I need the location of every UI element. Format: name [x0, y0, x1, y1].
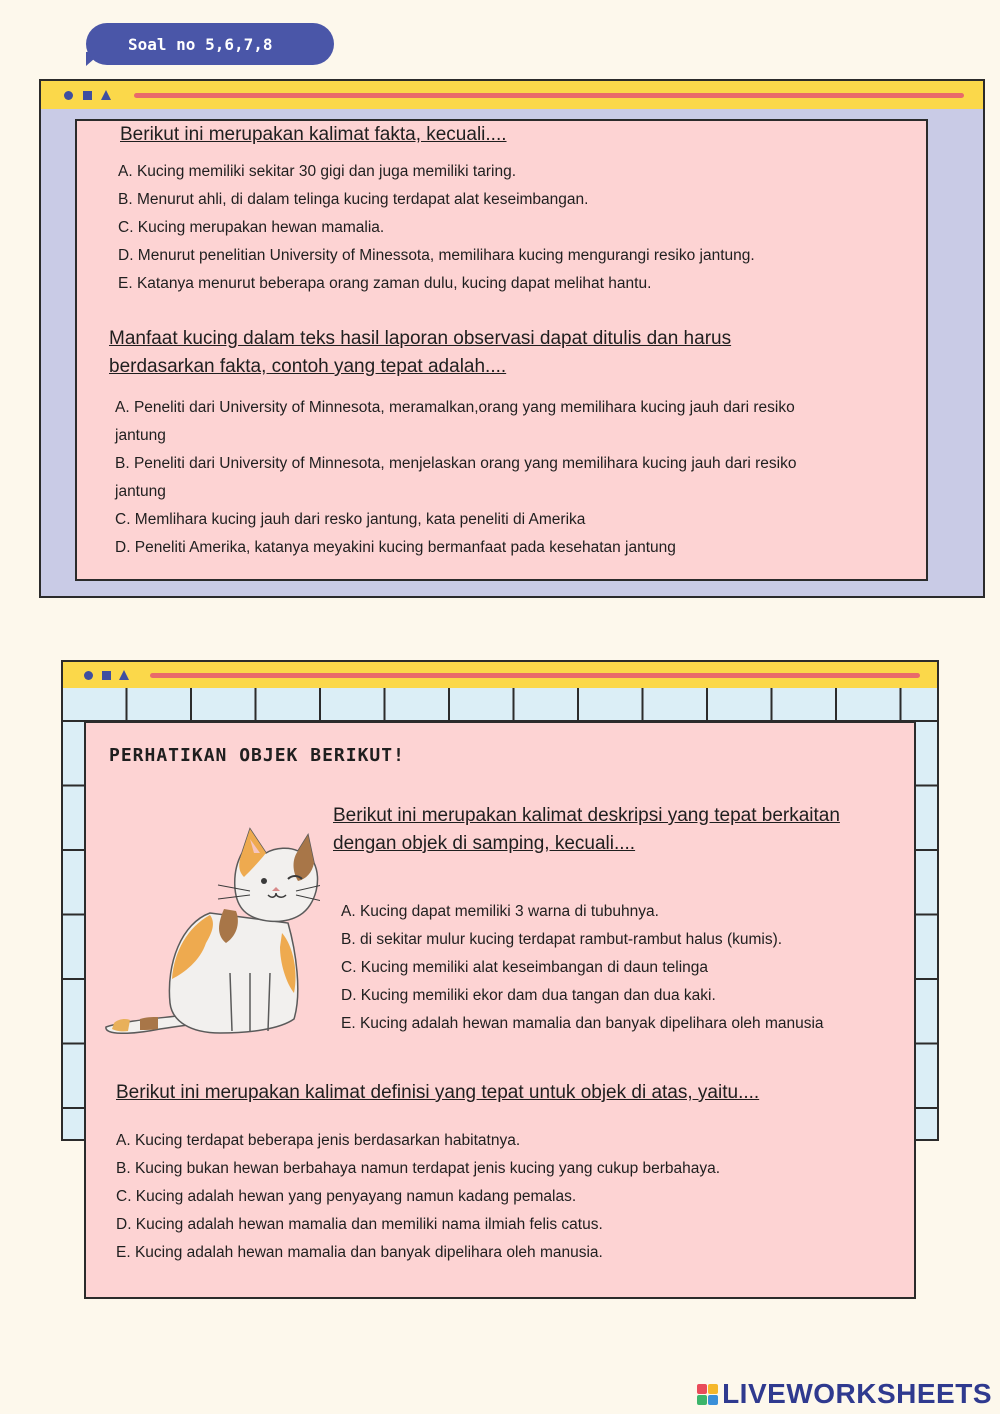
circle-icon	[64, 91, 73, 100]
question-5-options	[118, 158, 755, 298]
square-icon	[102, 671, 111, 680]
option-item[interactable]: C. Kucing adalah hewan yang penyayang namun kadang pemalas.	[116, 1188, 577, 1205]
window2-titlebar	[61, 660, 939, 690]
option-item-continued: jantung	[115, 483, 166, 500]
question-7-line1: Berikut ini merupakan kalimat deskripsi yang tepat berkaitan	[333, 805, 840, 826]
question-6	[109, 325, 731, 381]
option-item[interactable]: B. Peneliti dari University of Minnesota, menjelaskan orang yang memilihara kucing jauh dari resiko	[115, 455, 797, 472]
question-6-line2: berdasarkan fakta, contoh yang tepat adalah....	[109, 356, 507, 377]
question-5: Berikut ini merupakan kalimat fakta, kecuali....	[120, 124, 507, 145]
option-item[interactable]: A. Kucing memiliki sekitar 30 gigi dan juga memiliki taring.	[118, 163, 516, 180]
option-item[interactable]: A. Peneliti dari University of Minnesota, meramalkan,orang yang memilihara kucing jauh dari resiko	[115, 399, 795, 416]
option-item-continued: jantung	[115, 427, 166, 444]
cat-illustration	[100, 823, 320, 1043]
option-item[interactable]: D. Menurut penelitian University of Minessota, memilihara kucing mengurangi resiko jantung.	[118, 247, 755, 264]
question-8: Berikut ini merupakan kalimat definisi yang tepat untuk objek di atas, yaitu....	[116, 1082, 760, 1103]
triangle-icon	[119, 670, 129, 680]
option-item[interactable]: A. Kucing terdapat beberapa jenis berdasarkan habitatnya.	[116, 1132, 521, 1149]
titlebar-line	[134, 93, 964, 98]
option-item[interactable]: E. Kucing adalah hewan mamalia dan banyak dipelihara oleh manusia	[341, 1015, 824, 1032]
option-item[interactable]: B. Menurut ahli, di dalam telinga kucing terdapat alat keseimbangan.	[118, 191, 589, 208]
option-item[interactable]: B. Kucing bukan hewan berbahaya namun terdapat jenis kucing yang cukup berbahaya.	[116, 1160, 721, 1177]
section-label: Soal no 5,6,7,8	[86, 23, 334, 65]
option-item[interactable]: C. Kucing memiliki alat keseimbangan di daun telinga	[341, 959, 709, 976]
question-8-options	[116, 1127, 720, 1267]
triangle-icon	[101, 90, 111, 100]
option-item[interactable]: B. di sekitar mulur kucing terdapat rambut-rambut halus (kumis).	[341, 931, 783, 948]
titlebar-line	[150, 673, 920, 678]
option-item[interactable]: D. Kucing memiliki ekor dam dua tangan dan dua kaki.	[341, 987, 716, 1004]
brand-text: LIVEWORKSHEETS	[722, 1378, 992, 1409]
window1-card	[75, 119, 928, 581]
option-item[interactable]: E. Kucing adalah hewan mamalia dan banyak dipelihara oleh manusia.	[116, 1244, 603, 1261]
circle-icon	[84, 671, 93, 680]
square-icon	[83, 91, 92, 100]
option-item[interactable]: E. Katanya menurut beberapa orang zaman dulu, kucing dapat melihat hantu.	[118, 275, 652, 292]
option-item[interactable]: A. Kucing dapat memiliki 3 warna di tubuhnya.	[341, 903, 659, 920]
option-item[interactable]: C. Kucing merupakan hewan mamalia.	[118, 219, 385, 236]
brand-logo	[697, 1378, 992, 1410]
brand-mark-icon	[697, 1384, 718, 1405]
option-item[interactable]: D. Peneliti Amerika, katanya meyakini kucing bermanfaat pada kesehatan jantung	[115, 539, 676, 556]
window2-card	[84, 721, 916, 1299]
question-7-options	[341, 898, 824, 1038]
question-6-line1: Manfaat kucing dalam teks hasil laporan observasi dapat ditulis dan harus	[109, 328, 732, 349]
option-item[interactable]: D. Kucing adalah hewan mamalia dan memiliki nama ilmiah felis catus.	[116, 1216, 603, 1233]
option-item[interactable]: C. Memlihara kucing jauh dari resko jantung, kata peneliti di Amerika	[115, 511, 586, 528]
question-7-line2: dengan objek di samping, kecuali....	[333, 833, 636, 854]
object-title: PERHATIKAN OBJEK BERIKUT!	[109, 745, 405, 766]
question-6-options	[115, 394, 796, 562]
window1-titlebar	[39, 79, 985, 111]
question-7	[333, 802, 840, 858]
